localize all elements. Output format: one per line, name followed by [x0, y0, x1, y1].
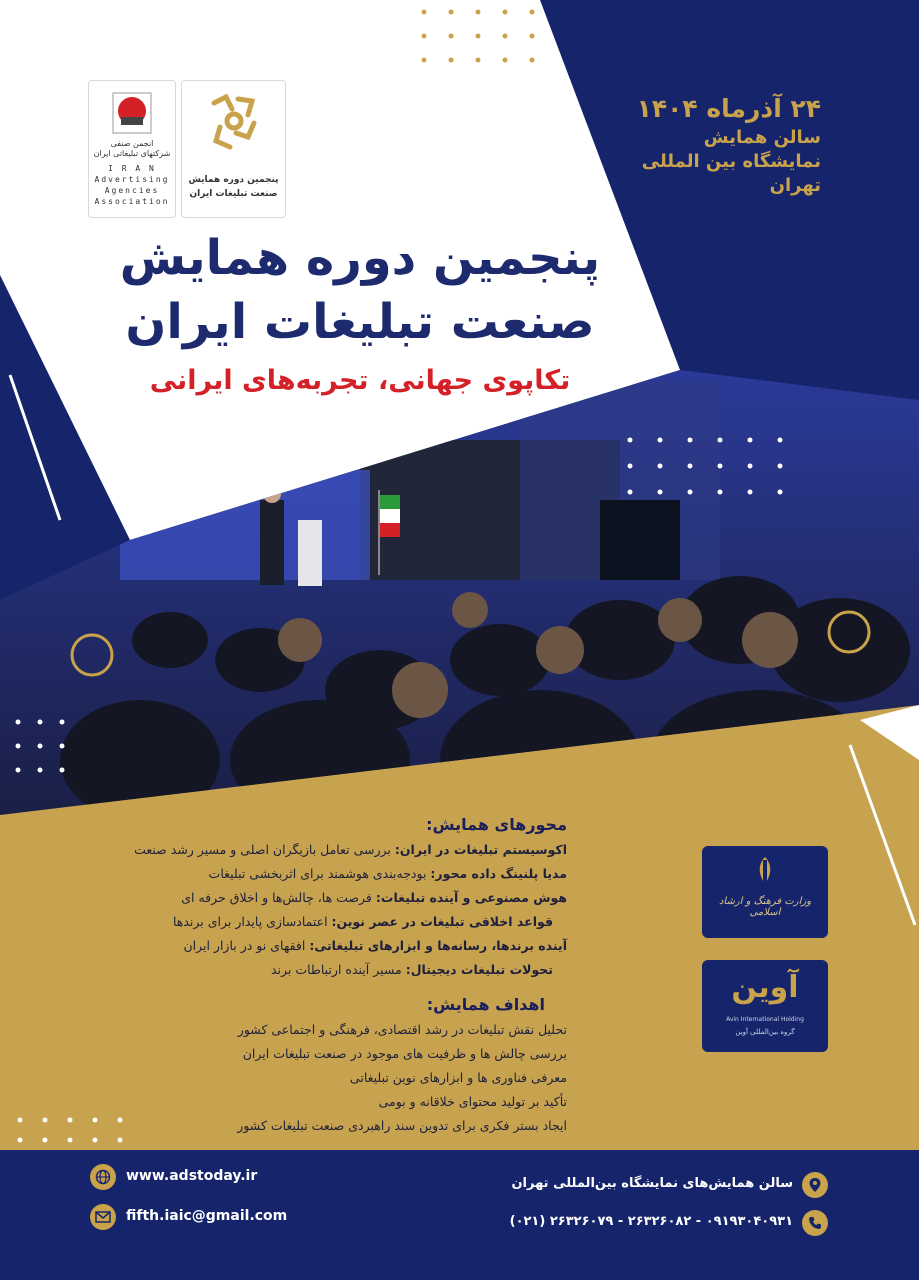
- axis-item: قواعد اخلاقی تبلیغات در عصر نوین: اعتمادسازی پایدار برای برندها: [172, 914, 553, 929]
- ministry-sponsor-logo: [702, 846, 828, 938]
- mail-icon: [90, 1204, 116, 1230]
- page-title-line-2: صنعت تبلیغات ایران: [125, 294, 595, 350]
- goals-section: [47, 992, 567, 1138]
- iaaa-logo: [88, 80, 176, 218]
- globe-icon: [90, 1164, 116, 1190]
- avin-sponsor-logo: [702, 960, 828, 1052]
- axes-section: [47, 812, 567, 982]
- date-venue-block: [521, 92, 821, 198]
- goal-item: ایجاد بستر فکری برای تدوین سند راهبردی صنعت تبلیغات کشور: [237, 1118, 567, 1133]
- axis-item: مدیا پلنینگ داده محور: بودجه‌بندی هوشمند برای اثربخشی تبلیغات: [208, 866, 567, 881]
- page-subtitle: تکاپوی جهانی، تجربه‌های ایرانی: [149, 365, 571, 396]
- conference-logo-mark: [204, 89, 264, 159]
- address-text: سالن همایش‌های نمایشگاه بین‌المللی تهران: [511, 1176, 793, 1191]
- email-link[interactable]: fifth.iaic@gmail.com: [126, 1208, 288, 1224]
- axis-item: آینده برندها، رسانه‌ها و ابزارهای تبلیغاتی: افقهای نو در بازار ایران: [183, 938, 567, 953]
- conference-logo-caption: پنجمین دوره همایش صنعت تبلیغات ایران: [188, 175, 279, 199]
- page-title-line-1: پنجمین دوره همایش: [119, 230, 601, 286]
- venue-line-2: نمایشگاه بین المللی: [641, 151, 821, 172]
- iaaa-logo-mark: [107, 87, 157, 137]
- avin-fa-name: گروه بین‌المللی آوین: [735, 1028, 795, 1036]
- goals-heading: اهداف همایش:: [426, 995, 545, 1014]
- goal-item: بررسی چالش ها و ظرفیت های موجود در صنعت تبلیغات ایران: [242, 1046, 567, 1061]
- iaaa-en-name: I R A N Advertising Agencies Association: [94, 164, 170, 206]
- goal-item: تحلیل نقش تبلیغات در رشد اقتصادی، فرهنگی و اجتماعی کشور: [237, 1022, 567, 1037]
- avin-en-name: Avin International Holding: [726, 1016, 804, 1023]
- conference-logo: [181, 80, 286, 218]
- venue-line-1: سالن همایش: [703, 127, 821, 148]
- axis-item: تحولات تبلیغات دیجیتال: مسیر آینده ارتباطات برند: [270, 962, 553, 977]
- iaaa-fa-name: انجمن صنفی شرکتهای تبلیغاتی ایران: [93, 139, 171, 158]
- website-link[interactable]: www.adstoday.ir: [126, 1168, 258, 1184]
- goal-item: تأکید بر تولید محتوای خلاقانه و بومی: [378, 1094, 567, 1109]
- avin-name: آوین: [731, 970, 799, 1005]
- ministry-name: وزارت فرهنگ و ارشاد اسلامی: [718, 896, 812, 918]
- axes-heading: محورهای همایش:: [426, 815, 567, 834]
- axis-item: اکوسیستم تبلیغات در ایران: بررسی تعامل بازیگران اصلی و مسیر رشد صنعت: [134, 842, 567, 857]
- event-date: ۲۴ آذرماه ۱۴۰۴: [636, 94, 821, 123]
- goal-item: معرفی فناوری ها و ابزارهای نوین تبلیغاتی: [349, 1070, 567, 1085]
- axis-item: هوش مصنوعی و آینده تبلیغات: فرصت ها، چالش‌ها و اخلاق حرفه ای: [181, 890, 567, 905]
- venue-line-3: تهران: [769, 175, 821, 196]
- phone-icon: [802, 1210, 828, 1236]
- emblem-icon: [748, 854, 782, 888]
- phone-numbers: ۰۹۱۹۳۰۴۰۹۳۱ - ۲۶۳۲۶۰۸۲ - ۲۶۳۲۶۰۷۹ (۰۲۱): [509, 1214, 793, 1229]
- location-pin-icon: [802, 1172, 828, 1198]
